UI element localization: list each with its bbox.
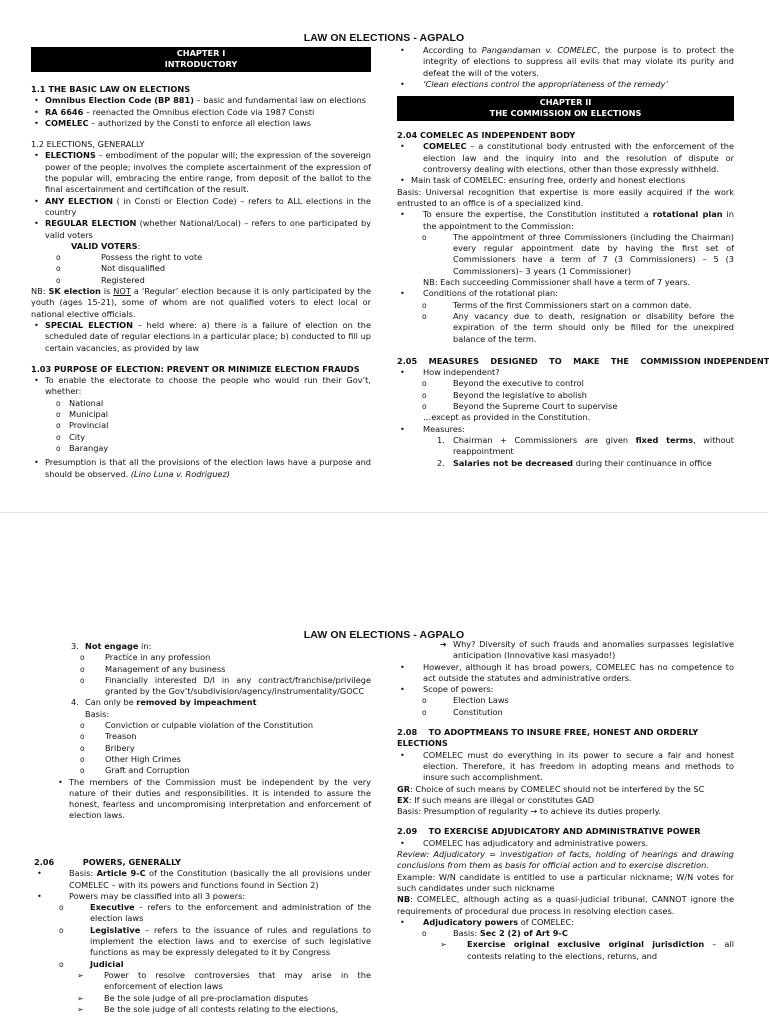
- list-item: • Omnibus Election Code (BP 881) – basic and fundamental law on elections: [31, 95, 371, 106]
- list-item: o Practice in any profession: [55, 652, 371, 663]
- list-item: o Beyond the executive to control: [397, 378, 734, 389]
- bullet-list: [397, 288, 734, 299]
- list-item: • COMELEC has adjudicatory and administrative powers.: [397, 838, 734, 849]
- list-item: ➔ Why? Diversity of such frauds and anomalies surpasses legislative anticipation (Innovative kasi masyado!): [397, 639, 734, 662]
- list-item: o Judicial: [34, 959, 371, 970]
- list-item: o Legislative – refers to the issuance of rules and regulations to implement the election laws and to exercise of such legislative functions as may be expressly delegated to it by Congress: [34, 925, 371, 959]
- list-item: • COMELEC – a constitutional body entrusted with the enforcement of the election law and the inquiry into and the resolution of dispute or controversy dealing with elections, other than those expressly withheld.: [397, 141, 734, 175]
- bullet-list: [397, 367, 734, 378]
- numbered-list: [55, 697, 371, 708]
- list-item: o The appointment of three Commissioners (including the Chairman) every regular appointment date by having the first set of Commissioners have a term of 7 (3 Commissioners) – 5 (3 Commissioners)– 3 years (1 Commissioner): [397, 232, 734, 277]
- sub-list: [397, 378, 734, 412]
- list-item: • RA 6646 – reenacted the Omnibus election Code via 1987 Consti: [31, 107, 371, 118]
- example-text: Example: W/N candidate is entitled to use a particular nickname; W/N votes for such candidates under such nickname: [397, 871, 734, 893]
- left-column: [31, 47, 371, 480]
- list-item: • Main task of COMELEC: ensuring free, orderly and honest elections: [397, 175, 734, 186]
- list-item: o Registered: [31, 275, 371, 286]
- list-item: o Graft and Corruption: [55, 765, 371, 776]
- basis-label: Basis:: [85, 708, 110, 719]
- bullet-list: [31, 320, 371, 354]
- valid-voters-list: [31, 252, 371, 286]
- list-item: o Provincial: [31, 420, 371, 431]
- list-item: • ‘Clean elections control the appropriateness of the remedy’: [397, 79, 734, 90]
- bullet-list: [397, 662, 734, 696]
- list-item: • Conditions of the rotational plan:: [397, 288, 734, 299]
- list-item: o City: [31, 432, 371, 443]
- nb-text: NB: COMELEC, although acting as a quasi-judicial tribunal, CANNOT ignore the requirements of procedural due process in resolving election cases.: [397, 894, 734, 916]
- list-item: o Any vacancy due to death, resignation or disability before the expiration of the term should only be filled for the unexpired balance of the term.: [397, 311, 734, 345]
- bullet-list: [397, 917, 734, 928]
- list-item: • Measures:: [397, 424, 734, 435]
- page-title: LAW ON ELECTIONS - AGPALO: [303, 629, 465, 641]
- list-item: o Beyond the Supreme Court to supervise: [397, 401, 734, 412]
- arrow-list: [397, 639, 734, 662]
- measures-list: [397, 435, 734, 469]
- list-item: • ELECTIONS – embodiment of the popular will; the expression of the sovereign power of the people; involves the complete ascertainment of the expression of the popular will, embracing the entire range, from deposit of the ballot to the final ascertainment and certification of the result.: [31, 150, 371, 195]
- right-column: [397, 639, 734, 962]
- list-item: • Scope of powers:: [397, 684, 734, 695]
- bullet-list: [397, 45, 734, 90]
- exception-text: EX: If such means are illegal or constitutes GAD: [397, 794, 594, 805]
- section-heading: 2.06 POWERS, GENERALLY: [34, 857, 181, 867]
- list-item: o Executive – refers to the enforcement and administration of the election laws: [34, 902, 371, 925]
- sub-list: [397, 928, 734, 939]
- page-title: LAW ON ELECTIONS - AGPALO: [303, 32, 465, 44]
- general-rule-text: GR: Choice of such means by COMELEC should not be interfered by the SC: [397, 783, 705, 794]
- sub-list: [34, 902, 371, 970]
- list-item: o National: [31, 398, 371, 409]
- sub-list: [55, 652, 371, 697]
- list-item: 3. Not engage in:: [71, 641, 152, 651]
- list-item: o Beyond the legislative to abolish: [397, 390, 734, 401]
- list-item: • To ensure the expertise, the Constitution instituted a rotational plan in the appointment to the Commission:: [397, 209, 734, 232]
- basis-text: Basis: Universal recognition that expertise is more easily acquired if the work entrusted to an office is of a specialized kind.: [397, 186, 734, 208]
- list-item: 1. Chairman + Commissioners are given fixed terms, without reappointment: [437, 434, 735, 457]
- bullet-list: [31, 95, 371, 129]
- sub-list: [397, 232, 734, 277]
- list-item: • Adjudicatory powers of COMELEC:: [397, 917, 734, 928]
- review-text: Review: Adjudicatory = investigation of facts, holding of hearings and drawing conclusions from them as basis for official action and to exercise discretion.: [397, 849, 734, 871]
- left-column: [55, 641, 371, 822]
- list-item: o Constitution: [397, 707, 734, 718]
- bullet-list: [397, 141, 734, 186]
- list-item: o Election Laws: [397, 695, 734, 706]
- list-item: • COMELEC must do everything in its power to secure a fair and honest election. Therefore, it has freedom in adopting means and methods to insure such accomplishment.: [397, 750, 734, 784]
- sk-election-note: NB: SK election is NOT a ‘Regular’ election because it is only participated by the youth (ages 15-21), some of whom are not qualified voters to elect local or national elective officials.: [31, 286, 371, 319]
- list-item: • According to Pangandaman v. COMELEC, the purpose is to protect the integrity of elections to suppress all evils that may violate its purity and defeat the will of the voters.: [397, 45, 734, 79]
- document-page-1: [0, 0, 768, 512]
- basis-text: Basis: Presumption of regularity → to achieve its duties properly.: [397, 806, 661, 817]
- arrow-list: [397, 939, 734, 962]
- valid-voters-label: VALID VOTERS:: [71, 240, 141, 251]
- bullet-list: [31, 457, 371, 480]
- bullet-list: [34, 868, 371, 902]
- list-item: • SPECIAL ELECTION – held where: a) there is a failure of election on the scheduled date of regular elections in a particular place; b) conducted to fill up certain vacancies, as provided by law: [31, 320, 371, 354]
- list-item: 4. Can only be removed by impeachment: [71, 697, 257, 708]
- sub-list: [55, 720, 371, 776]
- list-item: o Not disqualified: [31, 263, 371, 274]
- sub-list: [397, 300, 734, 345]
- judicial-list: [34, 970, 371, 1015]
- list-item: • Presumption is that all the provisions of the election laws have a purpose and should be observed. (Lino Luna v. Rodriguez): [31, 457, 371, 480]
- section-heading: 2.04 COMELEC AS INDEPENDENT BODY: [397, 130, 576, 141]
- bullet-list: [31, 375, 371, 398]
- list-item: ➢ Be the sole judge of all contests relating to the elections,: [34, 1004, 371, 1015]
- section-heading: 1.1 THE BASIC LAW ON ELECTIONS: [31, 84, 191, 94]
- list-item: o Barangay: [31, 443, 371, 454]
- numbered-list: [55, 641, 371, 652]
- list-item: o Bribery: [55, 743, 371, 754]
- list-item: o Basis: Sec 2 (2) of Art 9-C: [397, 928, 734, 939]
- bullet-list: [55, 777, 371, 822]
- government-levels-list: [31, 398, 371, 454]
- list-item: • REGULAR ELECTION (whether National/Local) – refers to one participated by valid voters: [31, 218, 371, 241]
- list-item: o Management of any business: [55, 664, 371, 675]
- chapter-header: CHAPTER II THE COMMISSION ON ELECTIONS: [397, 96, 734, 121]
- list-item: ➢ Power to resolve controversies that may arise in the enforcement of election laws: [34, 970, 371, 993]
- document-page-2: [0, 512, 768, 1024]
- section-heading: 2.05 MEASURES DESIGNED TO MAKE THE COMMISSION INDEPENDENT: [397, 355, 769, 366]
- list-item: o Terms of the first Commissioners start on a common date.: [397, 300, 734, 311]
- list-item: • Powers may be classified into all 3 powers:: [34, 891, 371, 902]
- bullet-list: [31, 150, 371, 240]
- list-item: o Conviction or culpable violation of the Constitution: [55, 720, 371, 731]
- list-item: • However, although it has broad powers, COMELEC has no competence to act outside the statutes and administrative orders.: [397, 662, 734, 685]
- list-item: • Basis: Article 9-C of the Constitution (basically the all provisions under COMELEC – with its powers and functions found in Section 2): [34, 868, 371, 891]
- sub-list: [397, 695, 734, 718]
- right-column: [397, 45, 769, 469]
- section-heading: 2.08 TO ADOPTMEANS TO INSURE FREE, HONEST AND ORDERLY ELECTIONS: [397, 727, 702, 749]
- section-heading: 1.2 ELECTIONS, GENERALLY: [31, 139, 145, 150]
- list-item: o Financially interested D/I in any contract/franchise/privilege granted by the Gov’t/subdivision/agency/instrumentality/GOCC: [55, 675, 371, 698]
- list-item: ➢ Be the sole judge of all pre-proclamation disputes: [34, 993, 371, 1004]
- list-item: • The members of the Commission must be independent by the very nature of their duties and responsibilities. It is intended to assure the honest, fearless and uncompromising interpretation and enforcement of election laws.: [55, 777, 371, 822]
- bullet-list: [397, 424, 734, 435]
- list-item: • To enable the electorate to choose the people who would run their Gov’t, whether:: [31, 375, 371, 398]
- except-text: …except as provided in the Constitution.: [423, 412, 591, 423]
- list-item: • COMELEC – authorized by the Consti to enforce all election laws: [31, 118, 371, 129]
- chapter-header: CHAPTER I INTRODUCTORY: [31, 47, 371, 72]
- list-item: o Other High Crimes: [55, 754, 371, 765]
- list-item: ➢ Exercise original exclusive original jurisdiction – all contests relating to the elections, returns, and: [397, 939, 734, 962]
- list-item: o Treason: [55, 731, 371, 742]
- bullet-list: [397, 838, 734, 849]
- list-item: • How independent?: [397, 367, 734, 378]
- bullet-list: [397, 750, 734, 784]
- bullet-list: [397, 209, 734, 232]
- list-item: o Municipal: [31, 409, 371, 420]
- left-column-lower: [34, 857, 371, 1015]
- section-heading: 1.03 PURPOSE OF ELECTION: PREVENT OR MINIMIZE ELECTION FRAUDS: [31, 363, 360, 374]
- list-item: 2. Salaries not be decreased during their continuance in office: [437, 457, 712, 468]
- list-item: o Possess the right to vote: [31, 252, 371, 263]
- nb-text: NB: Each succeeding Commissioner shall have a term of 7 years.: [423, 277, 690, 288]
- section-heading: 2.09 TO EXERCISE ADJUDICATORY AND ADMINISTRATIVE POWER: [397, 826, 701, 837]
- list-item: • ANY ELECTION ( in Consti or Election Code) – refers to ALL elections in the country: [31, 196, 371, 219]
